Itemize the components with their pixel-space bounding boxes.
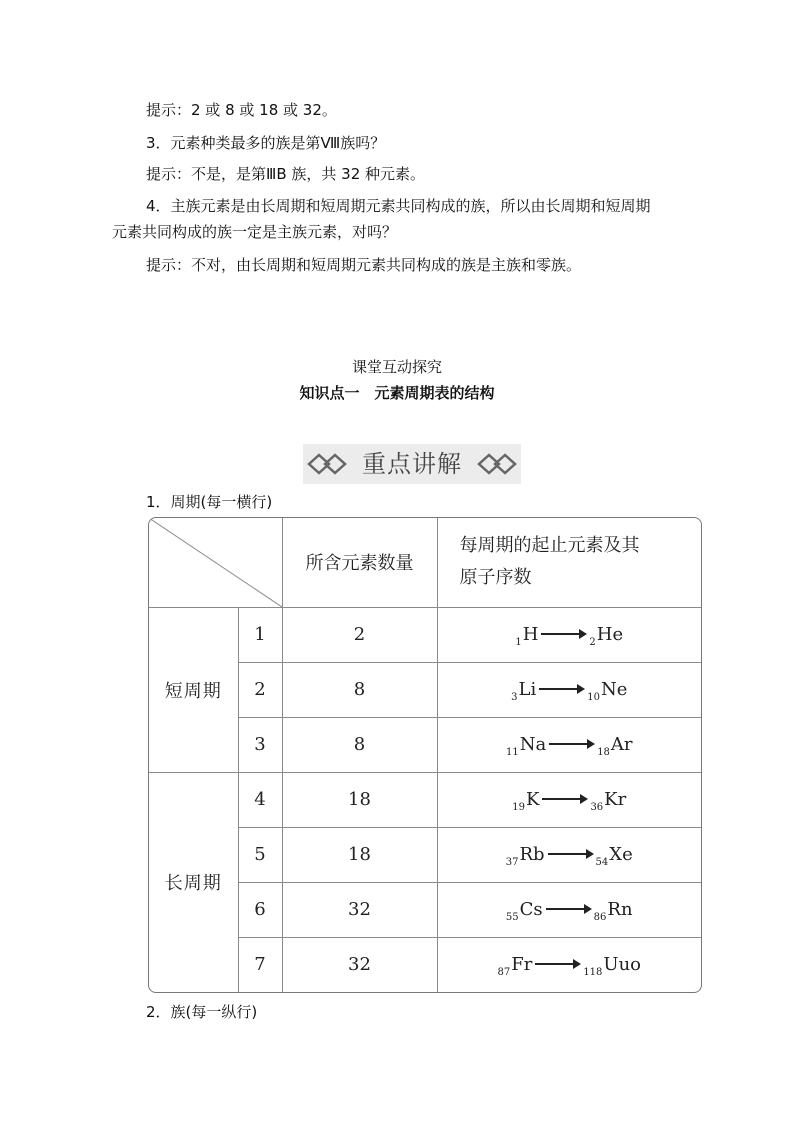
period-number: 3 — [238, 717, 282, 772]
table-row — [149, 607, 701, 662]
end-symbol: Kr — [604, 789, 627, 810]
end-symbol: Xe — [609, 844, 633, 865]
question-4-line1: 4．主族元素是由长周期和短周期元素共同构成的族，所以由长周期和短周期 — [146, 197, 651, 215]
start-atomic-number: 87 — [497, 967, 511, 979]
diagonal-line — [149, 518, 282, 607]
arrow-icon — [548, 849, 594, 859]
start-symbol: Na — [519, 734, 547, 755]
period-number: 5 — [238, 827, 282, 882]
end-symbol: Uuo — [603, 954, 642, 976]
start-end-elements — [437, 882, 701, 937]
start-symbol: Cs — [519, 899, 543, 920]
section-subtitle: 知识点一 元素周期表的结构 — [299, 384, 495, 402]
question-4-line2: 元素共同构成的族一定是主族元素，对吗？ — [112, 223, 398, 241]
start-atomic-number: 11 — [505, 747, 519, 758]
header-start-end-line2: 原子序数 — [459, 567, 532, 589]
hint-answer-4: 提示：不对，由长周期和短周期元素共同构成的族是主族和零族。 — [146, 256, 582, 274]
table-row — [149, 772, 701, 827]
arrow-icon — [541, 629, 587, 639]
start-symbol: K — [525, 789, 540, 810]
end-atomic-number: 118 — [583, 967, 603, 979]
start-atomic-number: 19 — [512, 802, 525, 813]
diamond-right-icon — [473, 452, 517, 476]
period-number: 4 — [238, 772, 282, 827]
period-table — [148, 517, 702, 993]
start-symbol: Li — [518, 679, 537, 700]
element-count: 18 — [282, 827, 437, 882]
start-end-elements — [437, 937, 701, 992]
end-symbol: Rn — [607, 899, 633, 920]
section-title: 课堂互动探究 — [351, 358, 442, 376]
start-atomic-number: 37 — [505, 857, 519, 868]
arrow-icon — [535, 959, 581, 969]
item-1-heading: 1．周期(每一横行) — [146, 493, 273, 511]
start-symbol: Rb — [519, 844, 545, 865]
start-atomic-number: 55 — [505, 912, 519, 923]
hint-answer-2: 提示：2 或 8 或 18 或 32。 — [146, 101, 337, 119]
start-atomic-number: 1 — [515, 637, 522, 648]
banner-title: 重点讲解 — [362, 450, 462, 478]
period-number: 2 — [238, 662, 282, 717]
end-atomic-number: 86 — [593, 912, 607, 923]
start-end-elements — [437, 772, 701, 827]
element-count: 32 — [282, 937, 437, 992]
period-number: 6 — [238, 882, 282, 937]
start-symbol: H — [522, 624, 539, 645]
end-atomic-number: 2 — [589, 637, 596, 648]
element-count: 32 — [282, 882, 437, 937]
key-points-banner — [303, 444, 521, 484]
diagonal-header-cell — [149, 518, 282, 607]
element-count: 8 — [282, 662, 437, 717]
start-end-elements — [437, 607, 701, 662]
end-symbol: Ne — [600, 679, 628, 700]
element-count: 18 — [282, 772, 437, 827]
group-short-period: 短周期 — [149, 607, 238, 772]
header-element-count: 所含元素数量 — [282, 518, 437, 607]
period-number: 1 — [238, 607, 282, 662]
end-atomic-number: 10 — [587, 692, 600, 703]
item-2-heading: 2．族(每一纵行) — [146, 1003, 258, 1021]
start-symbol: Fr — [511, 954, 533, 976]
arrow-icon — [546, 904, 592, 914]
element-count: 2 — [282, 607, 437, 662]
arrow-icon — [542, 794, 588, 804]
table-header-row — [149, 518, 701, 607]
element-count: 8 — [282, 717, 437, 772]
start-end-elements — [437, 717, 701, 772]
end-symbol: Ar — [610, 734, 633, 755]
hint-answer-3: 提示：不是，是第ⅢB 族，共 32 种元素。 — [146, 165, 426, 183]
end-atomic-number: 18 — [597, 747, 610, 758]
question-3: 3．元素种类最多的族是第Ⅷ族吗？ — [146, 134, 386, 152]
group-long-period: 长周期 — [149, 772, 238, 992]
header-start-end — [437, 518, 701, 607]
arrow-icon — [549, 739, 595, 749]
period-number: 7 — [238, 937, 282, 992]
start-atomic-number: 3 — [511, 692, 518, 703]
start-end-elements — [437, 662, 701, 717]
end-symbol: He — [596, 624, 624, 645]
header-start-end-line1: 每周期的起止元素及其 — [459, 535, 640, 557]
start-end-elements — [437, 827, 701, 882]
end-atomic-number: 36 — [590, 802, 604, 813]
arrow-icon — [539, 684, 585, 694]
end-atomic-number: 54 — [595, 857, 609, 868]
